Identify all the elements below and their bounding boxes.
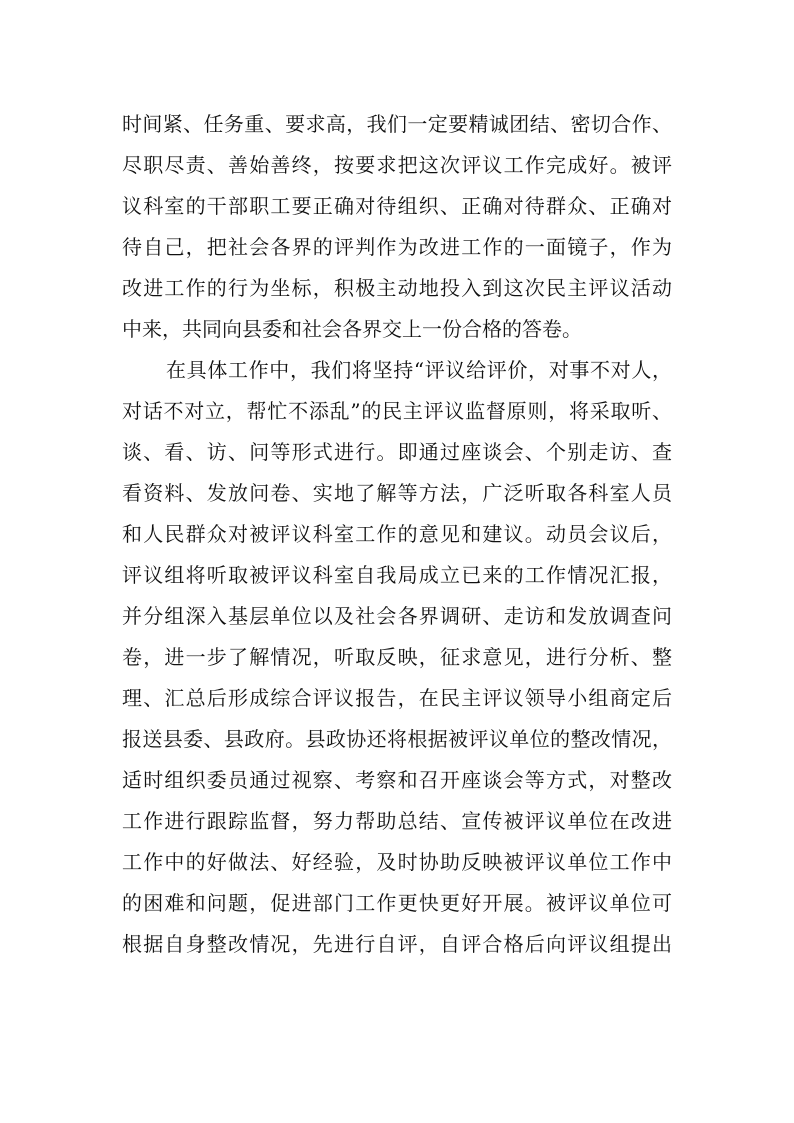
text-line: 对话不对立，帮忙不添乱”的民主评议监督原则，将采取听、 (122, 399, 672, 423)
body-text (122, 104, 672, 965)
text-line: 在具体工作中，我们将坚持“评议给评价，对事不对人， (166, 358, 672, 382)
text-line: 待自己，把社会各界的评判作为改进工作的一面镜子，作为 (122, 235, 672, 259)
text-line: 工作进行跟踪监督，努力帮助总结、宣传被评议单位在改进 (122, 809, 672, 833)
paragraph-2 (122, 350, 672, 965)
text-line: 评议组将听取被评议科室自我局成立已来的工作情况汇报， (122, 563, 672, 587)
text-line: 报送县委、县政府。县政协还将根据被评议单位的整改情况， (122, 727, 672, 751)
text-line: 时间紧、任务重、要求高，我们一定要精诚团结、密切合作、 (122, 112, 672, 136)
text-line: 并分组深入基层单位以及社会各界调研、走访和发放调查问 (122, 604, 672, 628)
text-line: 卷，进一步了解情况，听取反映，征求意见，进行分析、整 (122, 645, 672, 669)
text-line: 的困难和问题，促进部门工作更快更好开展。被评议单位可 (122, 891, 672, 915)
text-line: 看资料、发放问卷、实地了解等方法，广泛听取各科室人员 (122, 481, 672, 505)
text-line: 改进工作的行为坐标，积极主动地投入到这次民主评议活动 (122, 276, 672, 300)
text-line: 工作中的好做法、好经验，及时协助反映被评议单位工作中 (122, 850, 672, 874)
text-line: 和人民群众对被评议科室工作的意见和建议。动员会议后， (122, 522, 672, 546)
text-line: 适时组织委员通过视察、考察和召开座谈会等方式，对整改 (122, 768, 672, 792)
text-line: 理、汇总后形成综合评议报告，在民主评议领导小组商定后 (122, 686, 672, 710)
text-line: 谈、看、访、问等形式进行。即通过座谈会、个别走访、查 (122, 440, 672, 464)
paragraph-1 (122, 104, 672, 350)
text-line: 根据自身整改情况，先进行自评，自评合格后向评议组提出 (122, 932, 672, 956)
text-line: 尽职尽责、善始善终，按要求把这次评议工作完成好。被评 (122, 153, 672, 177)
text-line: 中来，共同向县委和社会各界交上一份合格的答卷。 (122, 317, 582, 341)
text-line: 议科室的干部职工要正确对待组织、正确对待群众、正确对 (122, 194, 672, 218)
